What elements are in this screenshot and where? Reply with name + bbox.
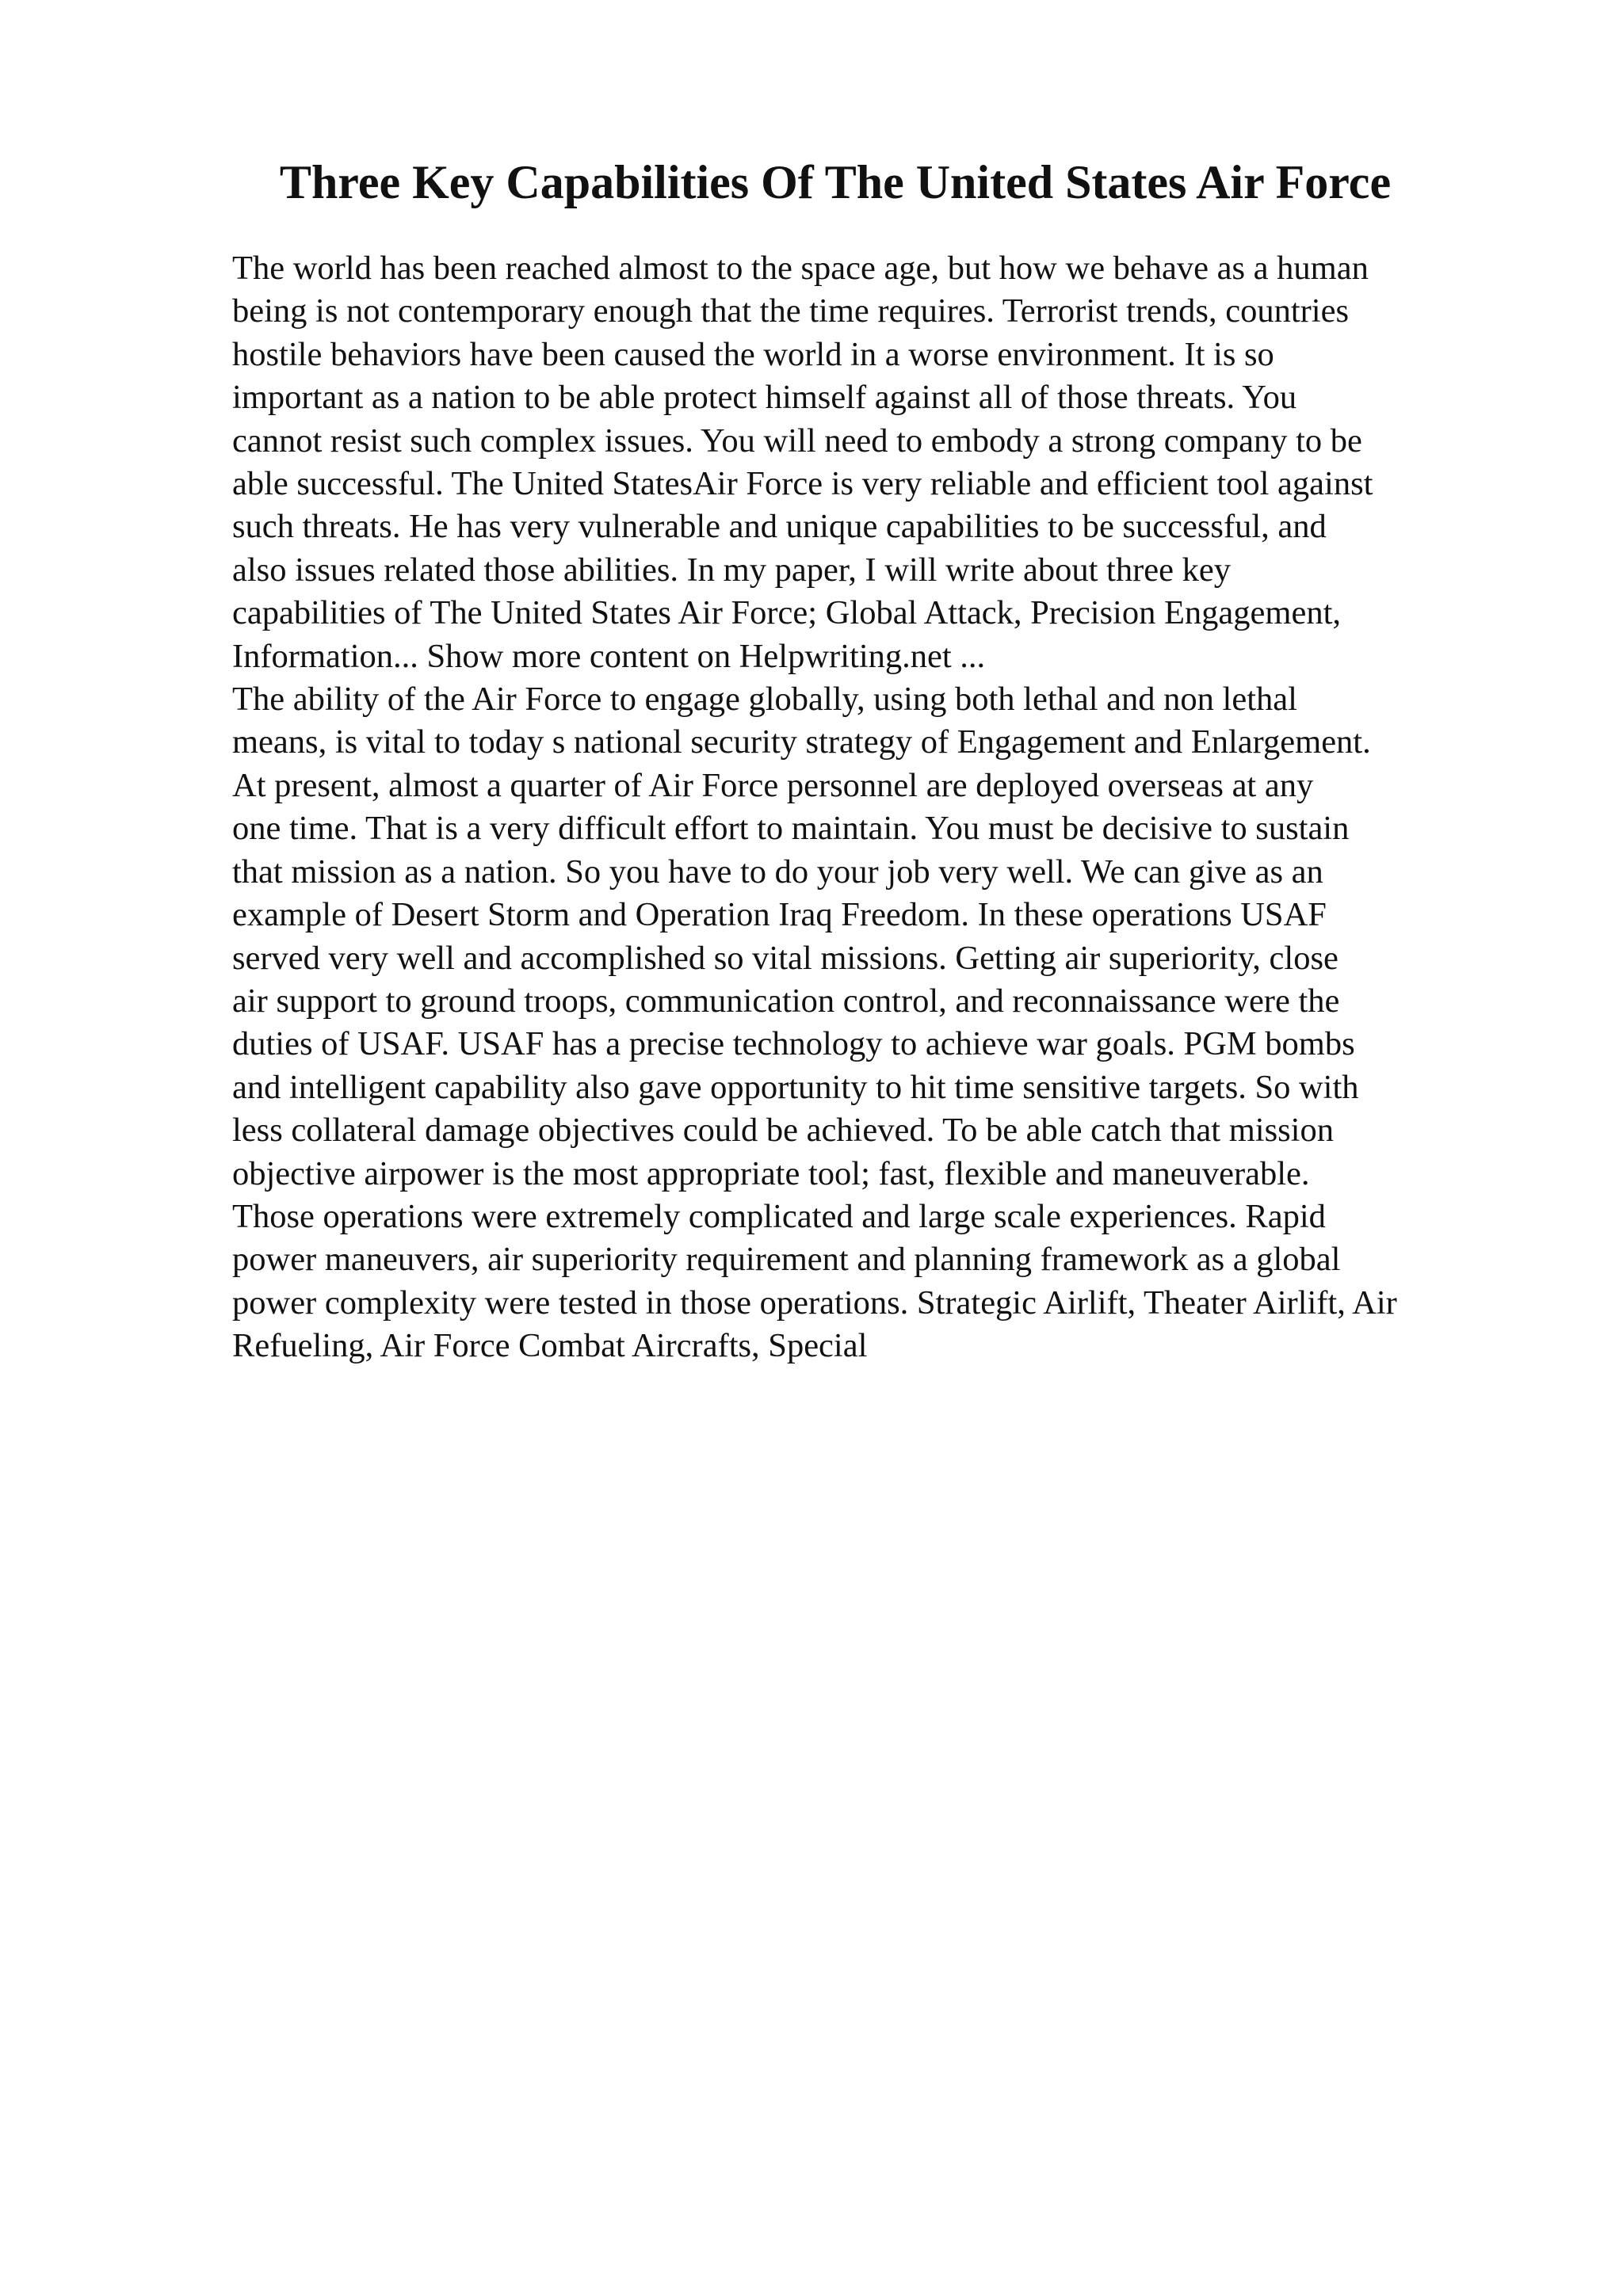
document-body — [232, 247, 1532, 1368]
body-text-line: capabilities of The United States Air Force; Global Attack, Precision Engagement, — [232, 594, 1342, 632]
body-text-line: Those operations were extremely complicated and large scale experiences. Rapid — [232, 1197, 1326, 1235]
body-text-line: At present, almost a quarter of Air Force personnel are deployed overseas at any — [232, 766, 1314, 804]
body-text-line: also issues related those abilities. In my paper, I will write about three key — [232, 551, 1231, 589]
body-text-line: Refueling, Air Force Combat Aircrafts, Special — [232, 1327, 868, 1365]
body-text-line: important as a nation to be able protect himself against all of those threats. You — [232, 379, 1297, 417]
body-text-line: one time. That is a very difficult effort to maintain. You must be decisive to sustain — [232, 810, 1350, 848]
body-text-line: cannot resist such complex issues. You will need to embody a strong company to be — [232, 421, 1362, 460]
body-text-line: example of Desert Storm and Operation Iraq Freedom. In these operations USAF — [232, 896, 1327, 934]
body-text-line: and intelligent capability also gave opportunity to hit time sensitive targets. So with — [232, 1068, 1359, 1106]
body-text-line: hostile behaviors have been caused the world in a worse environment. It is so — [232, 335, 1274, 373]
body-text-line: being is not contemporary enough that the time requires. Terrorist trends, countries — [232, 292, 1349, 330]
body-text-line: duties of USAF. USAF has a precise technology to achieve war goals. PGM bombs — [232, 1025, 1355, 1063]
body-text-line: air support to ground troops, communication control, and reconnaissance were the — [232, 982, 1340, 1020]
body-text-line: The ability of the Air Force to engage globally, using both lethal and non lethal — [232, 681, 1297, 719]
body-text-line: able successful. The United StatesAir Force is very reliable and efficient tool against — [232, 465, 1373, 503]
body-text-line: that mission as a nation. So you have to do your job very well. We can give as an — [232, 852, 1323, 891]
body-text-line: power complexity were tested in those operations. Strategic Airlift, Theater Airlift, Air — [232, 1283, 1397, 1322]
body-text-line: The world has been reached almost to the space age, but how we behave as a human — [232, 250, 1369, 287]
body-text-line: such threats. He has very vulnerable and unique capabilities to be successful, and — [232, 508, 1327, 546]
body-text-line: means, is vital to today s national security strategy of Engagement and Enlargement. — [232, 723, 1371, 761]
body-text-line: less collateral damage objectives could be achieved. To be able catch that mission — [232, 1112, 1334, 1150]
body-text-line: Information... Show more content on Helpwriting.net ... — [232, 637, 986, 675]
body-text-line: objective airpower is the most appropriate tool; fast, flexible and maneuverable. — [232, 1154, 1310, 1192]
document-title: Three Key Capabilities Of The United States Air Force — [279, 156, 1392, 208]
body-text-line: served very well and accomplished so vital missions. Getting air superiority, close — [232, 939, 1338, 977]
body-text-line: power maneuvers, air superiority requirement and planning framework as a global — [232, 1241, 1341, 1279]
